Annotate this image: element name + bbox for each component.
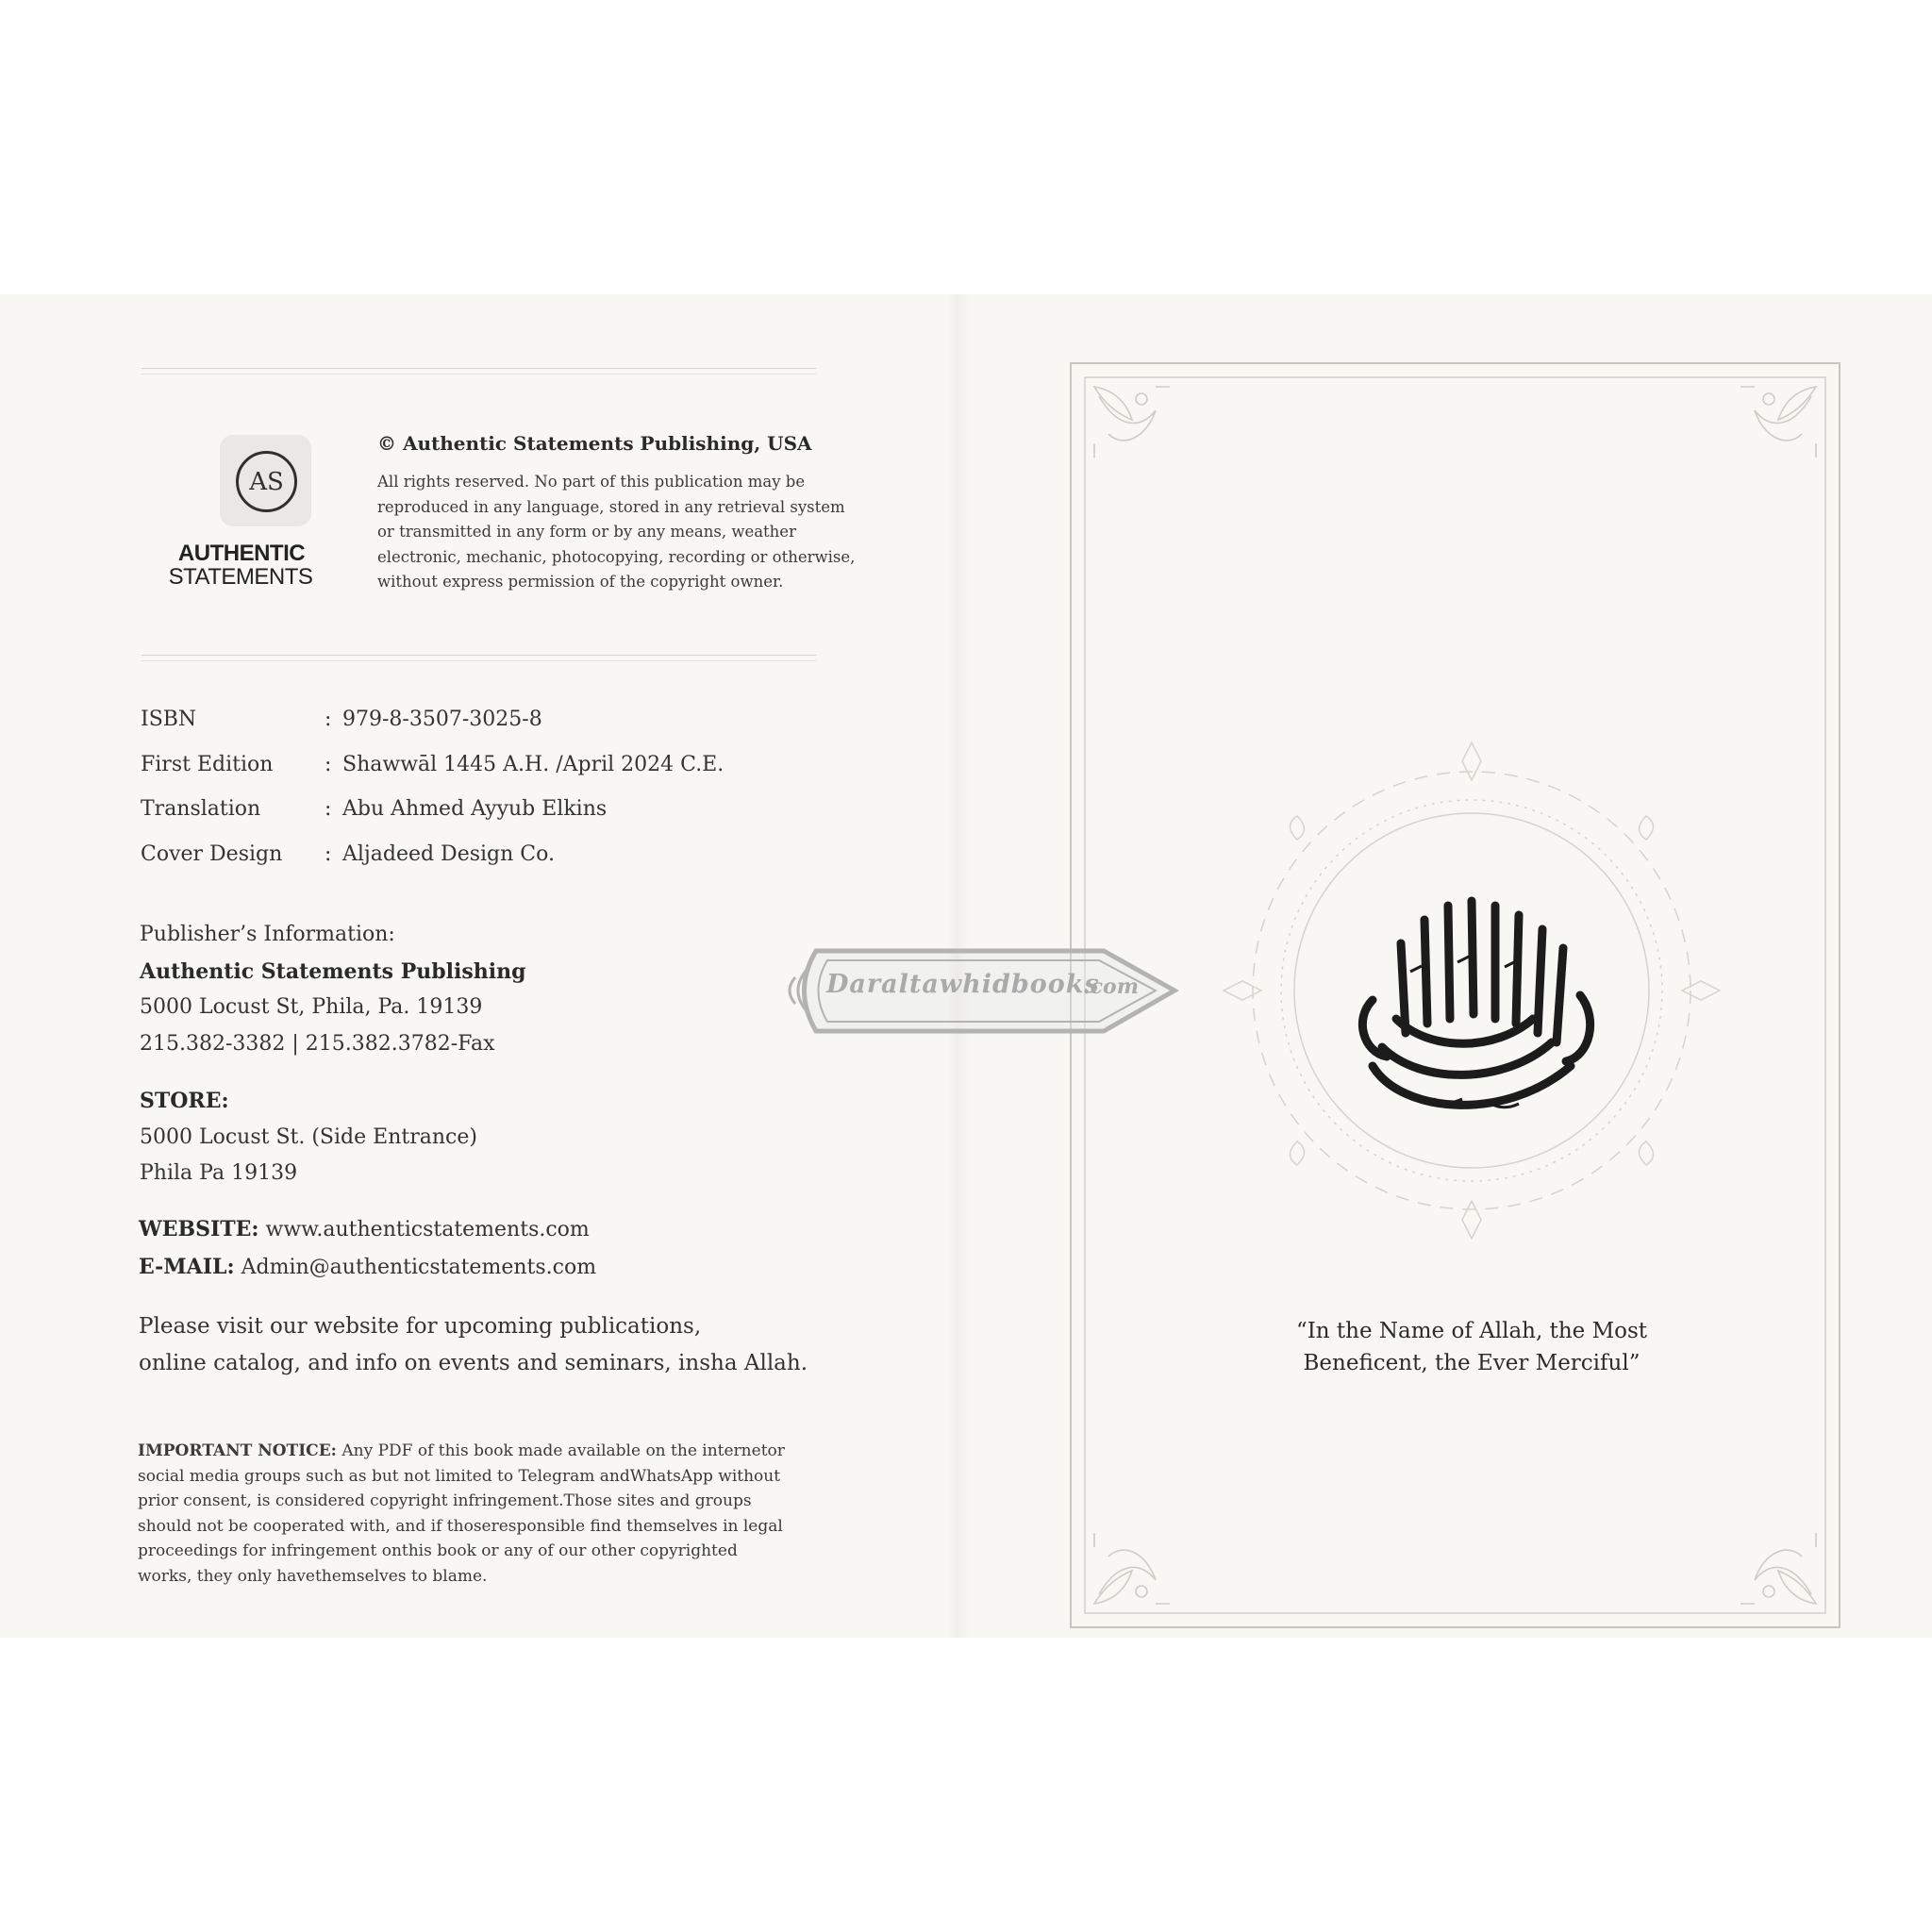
notice-text: Any PDF of this book made available on the internetor — [336, 1441, 785, 1460]
notice-label: IMPORTANT NOTICE: — [138, 1441, 337, 1460]
notice-line: should not be cooperated with, and if thoseresponsible find themselves in legal — [138, 1516, 783, 1536]
website-link[interactable]: www.authenticstatements.com — [265, 1218, 590, 1241]
publisher-name: Authentic Statements Publishing — [140, 958, 526, 984]
copyright-title: © Authentic Statements Publishing, USA — [377, 432, 812, 455]
basmala-translation — [1255, 1315, 1689, 1379]
calligraphy-text: بسم الله الرحمن الرحيم — [1428, 1129, 1524, 1140]
notice-line: prior consent, is considered copyright infringement.Those sites and groups — [138, 1491, 752, 1510]
publisher-heading: Publisher’s Information: — [140, 923, 395, 946]
website-line — [139, 1217, 590, 1241]
detail-row-translation — [141, 797, 801, 842]
store-info — [140, 1083, 477, 1192]
detail-value: Shawwāl 1445 A.H. /April 2024 C.E. — [342, 752, 724, 776]
quote-line: “In the Name of Allah, the Most — [1295, 1319, 1648, 1343]
important-notice — [138, 1439, 798, 1589]
visit-line: online catalog, and info on events and seminars, insha Allah. — [139, 1351, 808, 1375]
store-address-line2: Phila Pa 19139 — [140, 1161, 298, 1185]
detail-key: ISBN — [141, 708, 197, 731]
rights-statement — [377, 470, 856, 595]
notice-line: social media groups such as but not limited to Telegram andWhatsApp without — [138, 1466, 781, 1486]
visit-note — [139, 1308, 808, 1382]
publisher-info — [140, 917, 525, 1062]
detail-row-edition — [141, 753, 801, 798]
detail-key: Translation — [141, 797, 261, 821]
logo-wordmark-top: AUTHENTIC — [177, 541, 306, 566]
rights-line: without express permission of the copyright owner. — [377, 573, 784, 591]
email-line — [139, 1255, 596, 1279]
store-heading: STORE: — [140, 1089, 229, 1113]
publisher-logo — [220, 435, 311, 526]
rights-line: electronic, mechanic, photocopying, recording or otherwise, — [377, 547, 856, 566]
email-label: E-MAIL: — [139, 1255, 235, 1279]
notice-first-line — [138, 1439, 798, 1464]
notice-line: proceedings for infringement onthis book or any of our other copyrighted — [138, 1541, 738, 1560]
detail-row-isbn — [141, 708, 801, 753]
watermark-suffix: .com — [1083, 974, 1140, 999]
publisher-phone: 215.382-3382 | 215.382.3782-Fax — [140, 1031, 495, 1056]
detail-value: Abu Ahmed Ayyub Elkins — [342, 797, 608, 821]
detail-separator: : — [325, 797, 332, 821]
detail-row-cover-design — [141, 842, 801, 888]
bismillah-calligraphy — [1316, 830, 1637, 1151]
store-address-line1: 5000 Locust St. (Side Entrance) — [140, 1124, 477, 1149]
detail-separator: : — [325, 752, 332, 776]
publisher-address: 5000 Locust St, Phila, Pa. 19139 — [140, 995, 483, 1019]
detail-value: 979-8-3507-3025-8 — [342, 708, 542, 731]
detail-separator: : — [325, 708, 332, 731]
detail-key: Cover Design — [141, 841, 283, 866]
website-label: WEBSITE: — [139, 1217, 259, 1241]
book-details — [141, 708, 801, 887]
rights-line: or transmitted in any form or by any means, weather — [377, 523, 796, 541]
rights-line: All rights reserved. No part of this publication may be — [377, 473, 806, 491]
watermark-text: Daraltawhidbooks — [826, 970, 1100, 999]
logo-monogram: AS — [236, 451, 297, 512]
notice-line: works, they only havethemselves to blame. — [138, 1566, 488, 1586]
middle-divider — [142, 655, 816, 661]
detail-key: First Edition — [141, 752, 274, 776]
logo-wordmark-bottom: STATEMENTS — [168, 564, 313, 590]
detail-separator: : — [325, 841, 332, 866]
rights-line: reproduced in any language, stored in any retrieval system — [377, 497, 845, 516]
top-divider — [142, 368, 816, 375]
quote-line: Beneficent, the Ever Merciful” — [1303, 1351, 1641, 1375]
detail-value: Aljadeed Design Co. — [342, 841, 555, 866]
email-link[interactable]: Admin@authenticstatements.com — [241, 1256, 597, 1279]
visit-line: Please visit our website for upcoming publications, — [139, 1314, 702, 1339]
